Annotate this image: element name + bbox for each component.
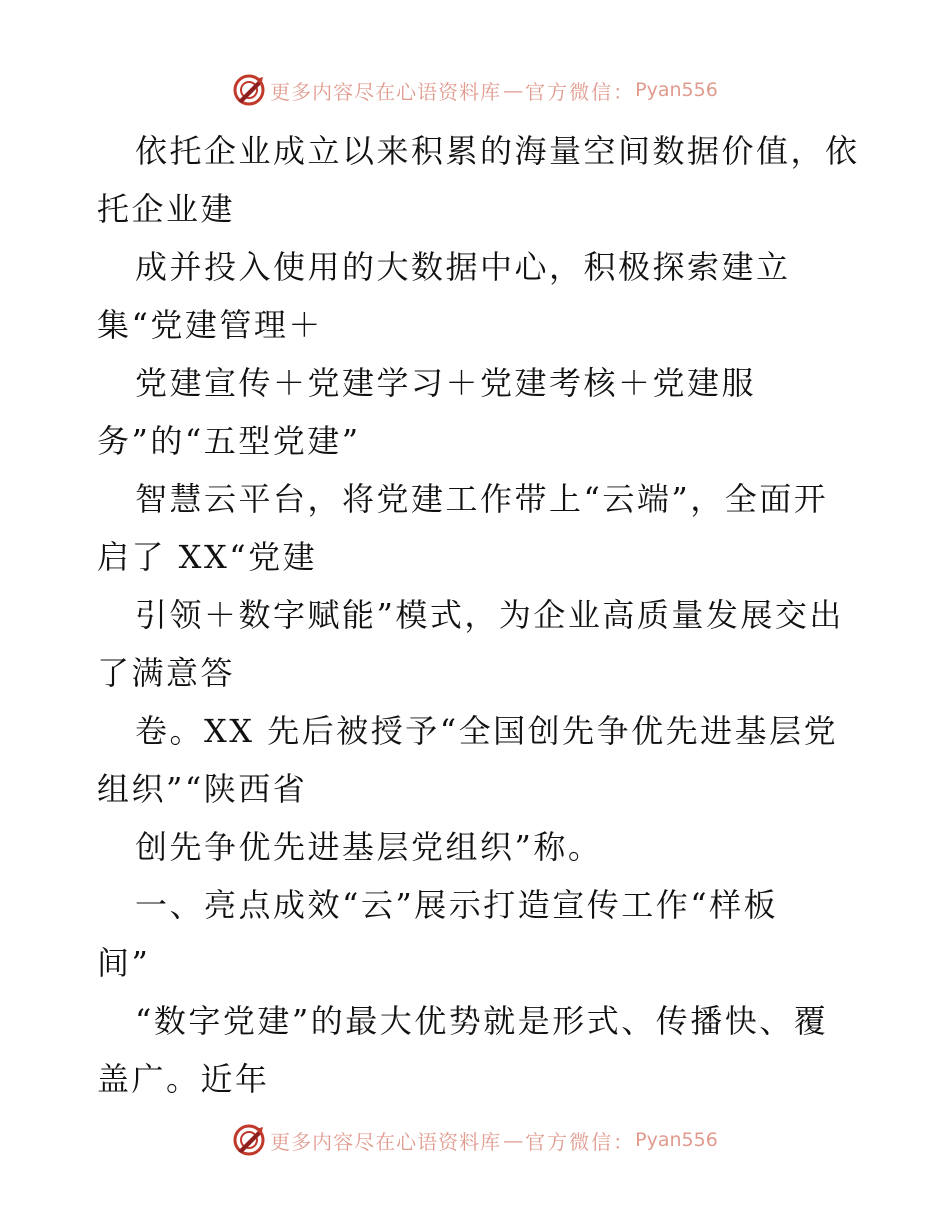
body-line: 智慧云平台，将党建工作带上“云端”，全面开 xyxy=(135,480,829,518)
banner-wechat-label: 官方微信： xyxy=(525,1129,636,1154)
body-line: 创先争优先进基层党组织”称。 xyxy=(135,828,603,866)
body-line: 集“党建管理＋ xyxy=(97,306,323,344)
banner-wechat-id: Pyan556 xyxy=(635,1129,718,1151)
body-line: 间” xyxy=(97,944,151,982)
brush-logo-icon xyxy=(232,73,266,107)
banner-title: 更多内容尽在心语资料库 xyxy=(270,1129,502,1154)
document-body xyxy=(97,122,860,1108)
banner-title: 更多内容尽在心语资料库 xyxy=(270,79,502,104)
header-banner xyxy=(0,70,950,110)
body-line: 引领＋数字赋能”模式，为企业高质量发展交出 xyxy=(135,596,844,634)
body-line: 了满意答 xyxy=(97,654,236,692)
body-line: 启了 XX“党建 xyxy=(97,538,318,576)
body-line: 党建宣传＋党建学习＋党建考核＋党建服 xyxy=(135,364,757,402)
body-line: 成并投入使用的大数据中心，积极探索建立 xyxy=(135,248,791,286)
banner-wechat-label: 官方微信： xyxy=(525,79,636,104)
body-line: 托企业建 xyxy=(97,190,236,228)
body-line: 一、亮点成效“云”展示打造宣传工作“样板 xyxy=(135,886,779,924)
banner-wechat-id: Pyan556 xyxy=(635,79,718,101)
body-line: 盖广。近年 xyxy=(97,1060,270,1098)
body-line: 务”的“五型党建” xyxy=(97,422,361,460)
body-line: “数字党建”的最大优势就是形式、传播快、覆 xyxy=(135,1002,829,1040)
footer-banner xyxy=(0,1120,950,1160)
body-line: 组织”“陕西省 xyxy=(97,770,308,808)
body-line: 卷。XX 先后被授予“全国创先争优先进基层党 xyxy=(135,712,839,750)
body-line: 依托企业成立以来积累的海量空间数据价值，依 xyxy=(135,132,860,170)
brush-logo-icon xyxy=(232,1123,266,1157)
banner-separator: — xyxy=(503,78,524,102)
banner-separator: — xyxy=(503,1128,524,1152)
